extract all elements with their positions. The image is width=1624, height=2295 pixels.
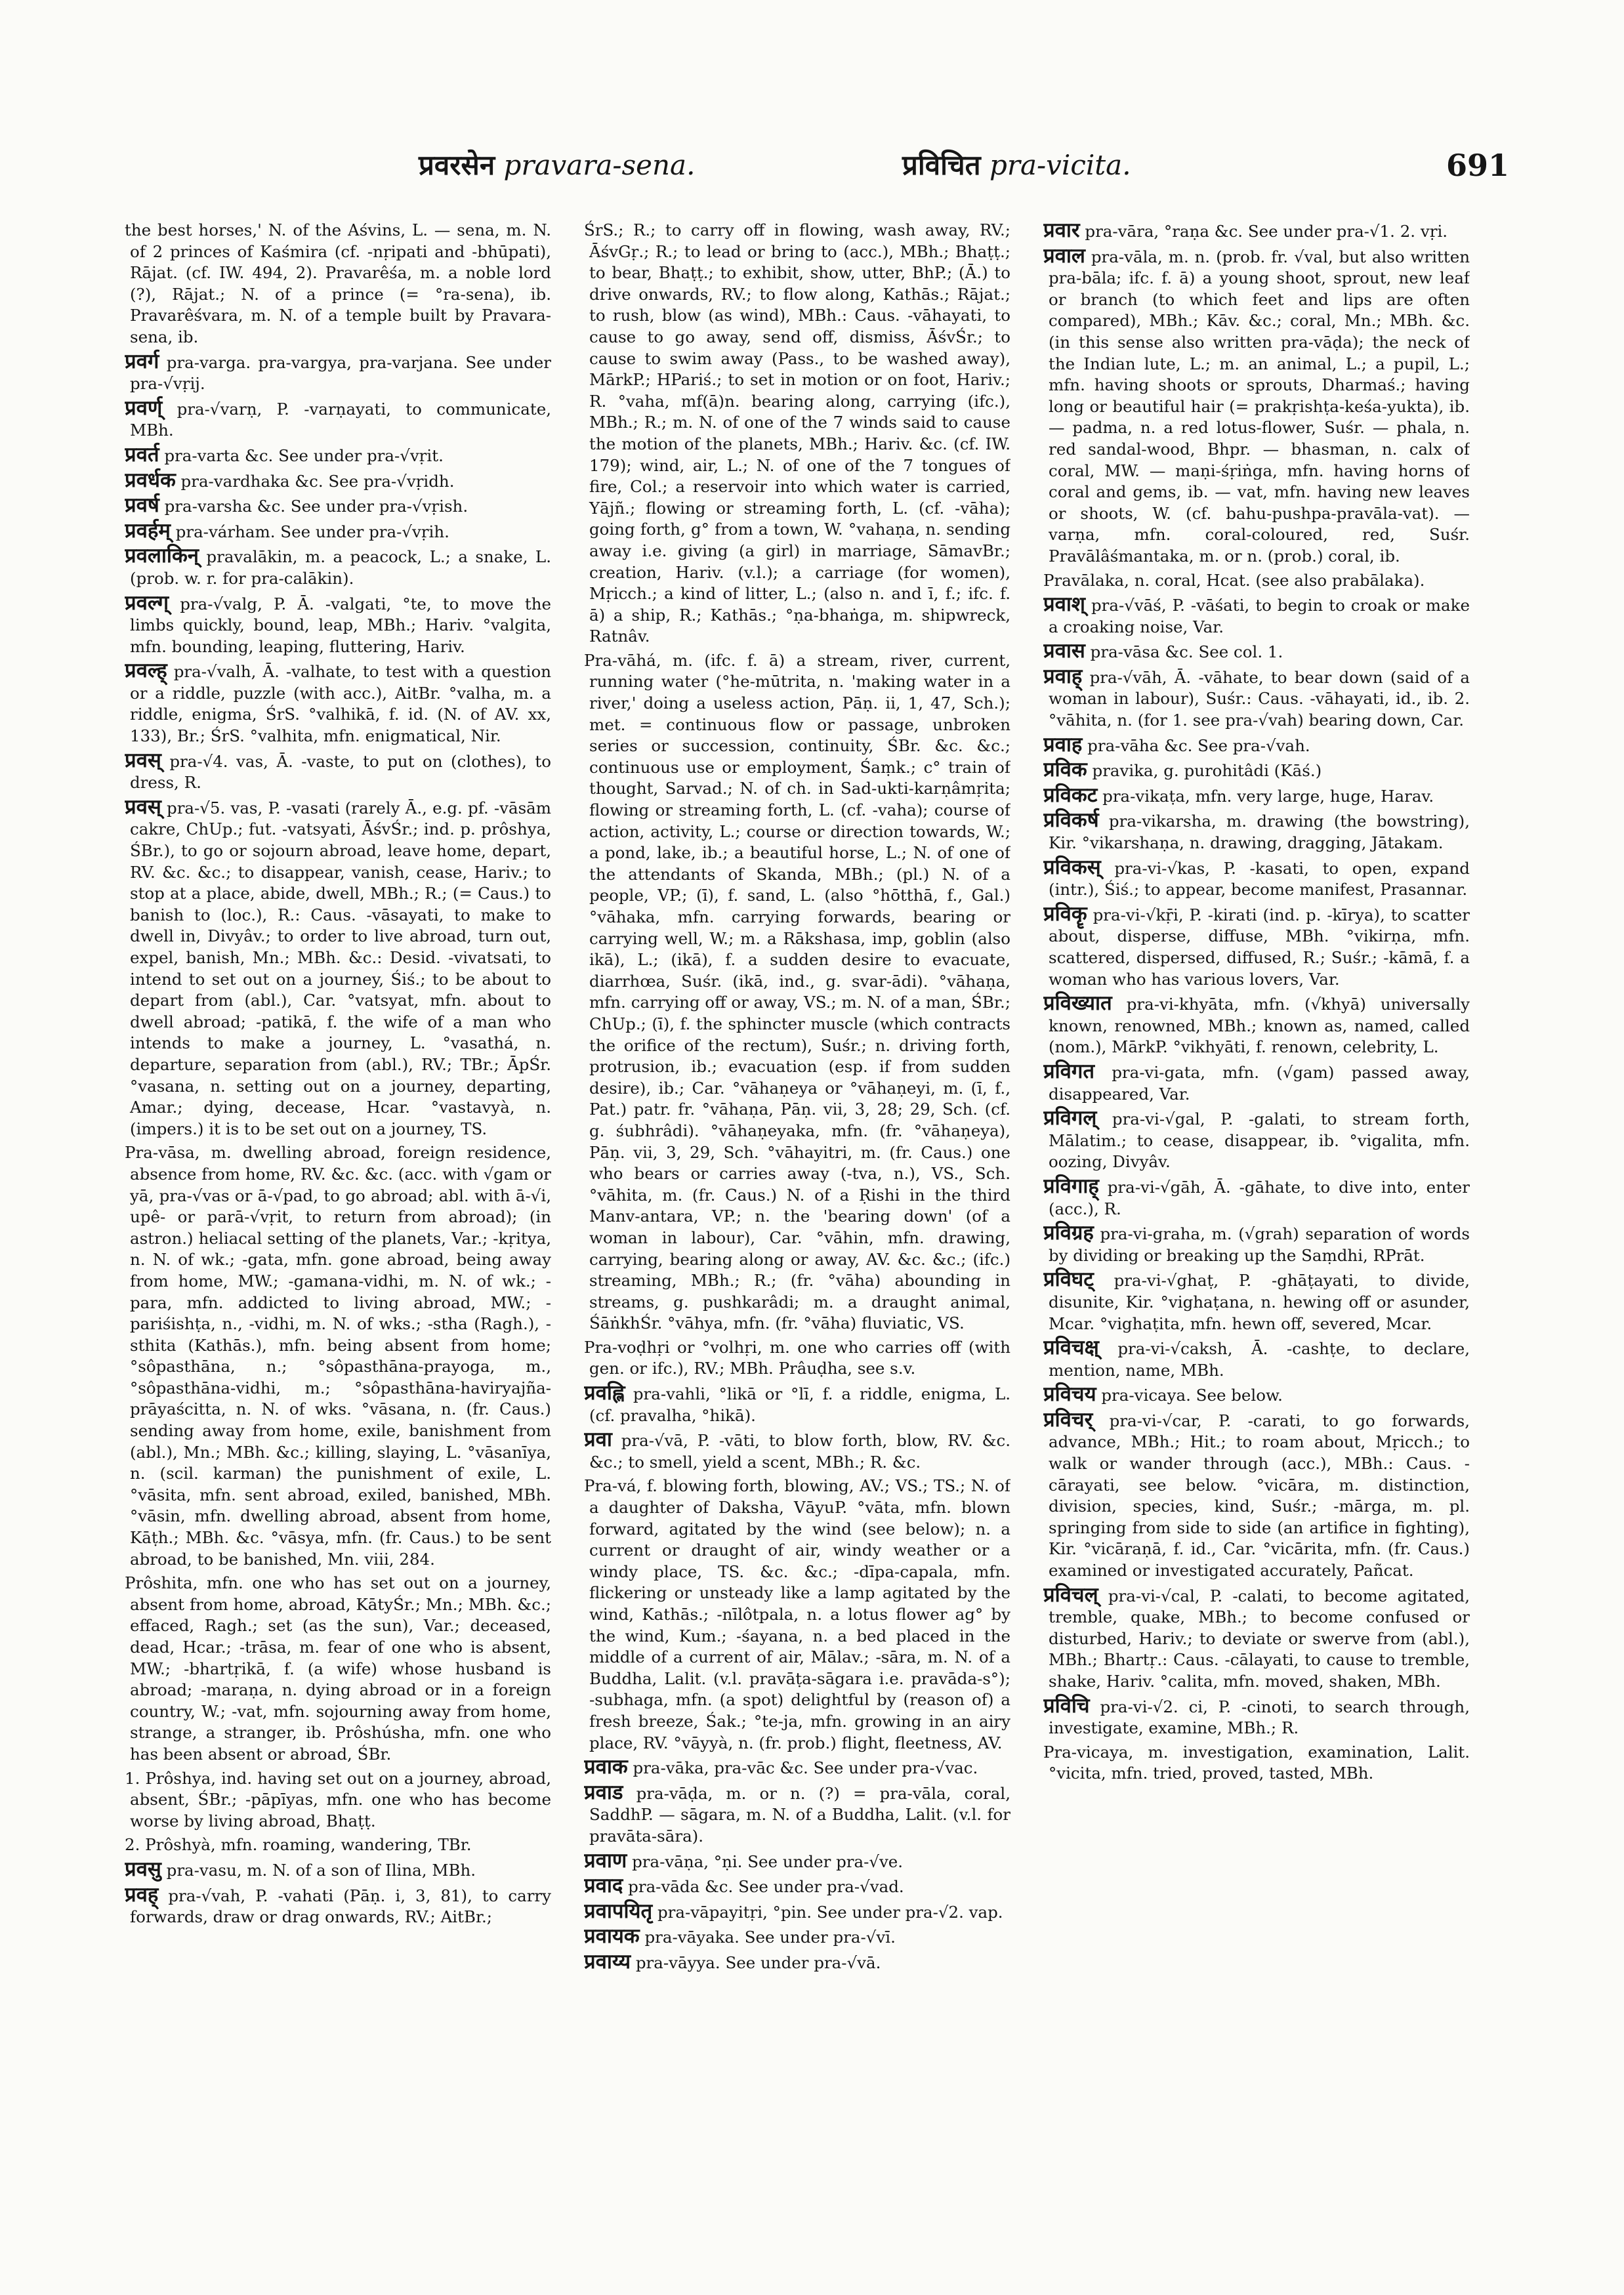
entry-headword: प्रविग्रह (1043, 1221, 1094, 1245)
dictionary-entry (1043, 1409, 1470, 1582)
entry-headword: प्रविकॄ (1043, 901, 1087, 926)
entry-headword: प्रविख्यात (1043, 991, 1112, 1016)
entry-text: pra-vicaya. See below. (1101, 1386, 1283, 1405)
entry-text: pra-vāha &c. See pra-√vah. (1087, 735, 1310, 755)
page-number: 691 (1446, 148, 1509, 183)
entry-text: pra-√vah, P. -vahati (Pāṇ. i, 3, 81), to carry forwards, draw or drag onwards, RV.; AitBr.; (130, 1886, 551, 1927)
entry-text: pra-√vāś, P. -vāśati, to begin to croak or make a croaking noise, Var. (1049, 596, 1470, 636)
header-right-devanagari: प्रविचित (902, 149, 981, 181)
entry-headword: प्रवाड (584, 1780, 623, 1804)
entry-text: pra-√valg, P. Ā. -valgati, °te, to move the limbs quickly, bound, leap, MBh.; Hariv. °valgita, mfn. bounding, leaping, fluttering, Hariv. (130, 594, 551, 656)
dictionary-entry (1043, 640, 1470, 663)
entry-text: pra-√varṇ, P. -varṇayati, to communicate, MBh. (130, 399, 551, 440)
column-right (1043, 220, 1470, 2214)
entry-headword: प्रवाह् (1043, 664, 1083, 688)
dictionary-entry (125, 1768, 551, 1832)
dictionary-entry (584, 1337, 1010, 1380)
entry-text: pra-vāka, pra-vāc &c. See under pra-√vac. (633, 1758, 978, 1778)
entry-text: pra-varta &c. See under pra-√vṛit. (164, 445, 444, 465)
dictionary-entry (584, 650, 1010, 1334)
entry-headword: प्रवाह (1043, 732, 1083, 756)
entry-text: pra-vāsa &c. See col. 1. (1090, 642, 1283, 662)
dictionary-entry (1043, 1742, 1470, 1785)
dictionary-entry (584, 1926, 1010, 1949)
entry-text: Pra-voḍhṛi or °volhṛi, m. one who carries off (with gen. or ifc.), RV.; MBh. Prâuḍha, see s.v. (584, 1337, 1010, 1378)
dictionary-entry (1043, 785, 1470, 808)
entry-headword: प्रवाश् (1043, 592, 1085, 617)
entry-text: pra-varga. pra-vargya, pra-varjana. See under pra-√vṛij. (130, 352, 551, 394)
entry-headword: प्रवापयितृ (584, 1899, 653, 1923)
entry-headword: प्रविगत (1043, 1059, 1095, 1083)
entry-text: pra-várham. See under pra-√vṛih. (175, 522, 449, 541)
entry-headword: प्रवार (1043, 220, 1080, 242)
entry-headword: प्रवायक (584, 1924, 640, 1949)
dictionary-entry (584, 1901, 1010, 1924)
entry-text: Pra-vicaya, m. investigation, examination, Lalit. °vicita, mfn. tried, proved, tasted, MBh. (1043, 1742, 1470, 1783)
entry-text: pra-vāḍa, m. or n. (?) = pra-vāla, coral, SaddhP. — sāgara, m. N. of a Buddha, Lalit. (v.l. for pravāta-sāra). (589, 1783, 1010, 1846)
entry-text: pra-vi-graha, m. (√grah) separation of words by dividing or breaking up the Saṃdhi, RPrāt. (1049, 1224, 1470, 1265)
dictionary-entry (125, 660, 551, 747)
dictionary-entry (1043, 993, 1470, 1058)
dictionary-entry (584, 1476, 1010, 1754)
entry-text: ŚrS.; R.; to carry off in flowing, wash away, RV.; ĀśvGṛ.; R.; to lead or bring to (acc.), MBh.; Bhaṭṭ.; to bear, Bhaṭṭ.; to exhibit, show, utter, BhP.; (Ā.) to drive onwards, RV.; to flow along, Kathās.; Rājat.; to rush, blow (as wind), MBh.: Caus. -vāhayati, to cause to go away, send off, dismiss, ĀśvŚr.; to cause to swim away (Pass., to be washed away), MārkP.; HPariś.; to set in motion or on foot, Hariv.; R. °vaha, mf(ā)n. bearing along, carrying (ifc.), MBh.; R.; m. N. of one of the 7 winds said to cause the motion of the planets, MBh.; Hariv. &c. (cf. IW. 179); wind, air, L.; N. of one of the 7 tongues of fire, Col.; a reservoir into which water is carried, Yājñ.; flowing or streaming forth, L. (cf. -vāha); going forth, g° from a town, W. °vahaṇa, n. sending away i.e. giving (a girl) in marriage, SāmavBr.; creation, Hariv. (v.l.); a carriage (for women), Mṛicch.; a kind of litter, L.; (also n. and ī, f.; ifc. f. ā) a ship, R.; Kathās.; °ṇa-bhaṅga, m. shipwreck, Ratnâv. (584, 220, 1010, 646)
entry-headword: प्रवास (1043, 639, 1085, 663)
entry-headword: प्रविचय (1043, 1382, 1096, 1407)
entry-headword: प्रवाण (584, 1848, 627, 1872)
entry-text: pra-vikarsha, m. drawing (the bowstring), Kir. °vikarshaṇa, n. drawing, dragging, Jātakam. (1049, 812, 1470, 853)
dictionary-entry (1043, 1222, 1470, 1266)
header-right-transliteration: pra-vicita. (989, 149, 1131, 181)
entry-text: pra-vi-√caksh, Ā. -cashṭe, to declare, mention, name, MBh. (1049, 1339, 1470, 1380)
entry-text: pra-vi-√gāh, Ā. -gāhate, to dive into, enter (acc.), R. (1049, 1177, 1470, 1218)
entry-headword: प्रविचि (1043, 1693, 1090, 1718)
dictionary-entry (1043, 1061, 1470, 1105)
entry-headword: प्रवस् (125, 748, 161, 772)
dictionary-entry (1043, 759, 1470, 782)
column-middle (584, 220, 1010, 2214)
entry-text: pra-vi-√ghaṭ, P. -ghāṭayati, to divide, disunite, Kir. °vighaṭana, n. hewing off or asunder, Mcar. °vighaṭita, mfn. hewn off, severed, Mcar. (1049, 1271, 1470, 1333)
entry-text: pra-√5. vas, P. -vasati (rarely Ā., e.g. pf. -vāsām cakre, ChUp.; fut. -vatsyati, ĀśvŚr.; ind. p. prôshya, ŚBr.), to go or sojourn abroad, leave home, depart, RV. &c. &c.; to disappear, vanish, cease, Hariv.; to stop at a place, abide, dwell, MBh.; R.; (= Caus.) to banish to (loc.), R.: Caus. -vāsayati, to make to dwell in, Divyâv.; to order to live abroad, turn out, expel, banish, Mn.; MBh. &c.: Desid. -vivatsati, to intend to set out on a journey, Śiś.; to be about to depart from (abl.), Car. °vatsyat, mfn. about to dwell abroad; -patikā, f. the wife of a man who intends to make a journey, L. °vasathá, n. departure, separation from (abl.), RV.; TBr.; ĀpŚr. °vasana, n. setting out on a journey, departing, Amar.; dying, decease, Hcar. °vastavyà, n. (impers.) it is to be set out on a journey, TS. (130, 798, 551, 1138)
dictionary-entry (1043, 1584, 1470, 1693)
entry-text: pra-vāla, m. n. (prob. fr. √val, but also written pra-bāla; ifc. f. ā) a young shoot, sprout, new leaf or branch (to which feet and lips are often compared), MBh.; Kāv. &c.; coral, Mn.; MBh. &c. (in this sense also written pra-vāḍa); the neck of the Indian lute, L.; m. an animal, L.; a pupil, L.; mfn. having shoots or sprouts, Dharmaś.; having long or beautiful hair (= prakṛishṭa-keśa-yukta), ib. — padma, n. a red lotus-flower, Suśr. — phala, n. red sandal-wood, Bhpr. — bhasman, n. calx of coral, MW. — maṇi-śṛiṅga, mfn. having horns of coral and gems, ib. — vat, mfn. having new leaves or shoots, W. (cf. bahu-pushpa-pravāla-vat). — varṇa, mfn. coral-coloured, red, Suśr. Pravālâśmantaka, m. or n. (prob.) coral, ib. (1049, 247, 1470, 566)
dictionary-entry (125, 520, 551, 543)
entry-headword: प्रवर्ष (125, 493, 159, 518)
entry-headword: प्रवर्ग (125, 349, 159, 373)
entry-headword: प्रविगाह् (1043, 1174, 1099, 1198)
dictionary-entry (125, 1142, 551, 1570)
entry-text: pra-vardhaka &c. See pra-√vṛidh. (180, 471, 455, 491)
dictionary-entry (1043, 1107, 1470, 1173)
entry-headword: प्रविचल् (1043, 1582, 1098, 1607)
dictionary-entry (1043, 1337, 1470, 1381)
dictionary-entry (125, 1859, 551, 1882)
dictionary-entry (584, 1429, 1010, 1473)
entry-headword: प्रवर्त (125, 442, 159, 466)
dictionary-entry (125, 545, 551, 589)
dictionary-entry (125, 796, 551, 1140)
entry-headword: प्रवह् (125, 1882, 159, 1907)
entry-text: pra-vāyaka. See under pra-√vī. (644, 1928, 896, 1947)
entry-headword: प्रवर्ण् (125, 396, 163, 420)
header-right-headword (902, 146, 1131, 185)
entry-text: pra-vi-√car, P. -carati, to go forwards, advance, MBh.; Hit.; to roam about, Mṛicch.; to walk or wander through (acc.), MBh.: Caus. -cārayati, see below. °vicāra, m. distinction, division, species, kind, Suśr.; -mārga, m. pl. springing from side to side (an artifice in fighting), Kir. °vicāraṇā, f. id., Car. °vicārita, mfn. (fr. Caus.) examined or investigated accurately, Pañcat. (1049, 1411, 1470, 1581)
entry-text: 1. Prôshya, ind. having set out on a journey, abroad, absent, ŚBr.; -pāpīyas, mfn. one who has become worse by living abroad, Bhaṭṭ. (125, 1768, 551, 1830)
entry-text: the best horses,' N. of the Aśvins, L. — sena, m. N. of 2 princes of Kaśmira (cf. -nṛipati and -bhūpati), Rājat. (cf. IW. 494, 2). Pravarêśa, m. a noble lord (?), Rājat.; N. of a prince (= °ra-sena), ib. Pravarêśvara, m. N. of a temple built by Pravara-sena, ib. (125, 220, 551, 346)
dictionary-entry (125, 351, 551, 395)
dictionary-entry (1043, 594, 1470, 638)
header-left-devanagari: प्रवरसेन (419, 149, 495, 181)
entry-headword: प्रवाल (1043, 243, 1085, 268)
entry-text: pra-√vāh, Ā. -vāhate, to bear down (said of a woman in labour), Suśr.: Caus. -vāhayati, id., ib. 2. °vāhita, n. (for 1. see pra-√vah) bearing down, Car. (1049, 667, 1470, 730)
entry-headword: प्रविक (1043, 758, 1087, 782)
dictionary-entry (1043, 903, 1470, 990)
dictionary-entry (1043, 1695, 1470, 1739)
dictionary-entry (125, 444, 551, 467)
dictionary-entry (125, 470, 551, 493)
dictionary-entry (584, 1875, 1010, 1898)
dictionary-entry (125, 750, 551, 794)
entry-text: pra-vi-khyāta, mfn. (√khyā) universally known, renowned, MBh.; known as, named, called (nom.), MārkP. °vikhyāti, f. renown, celebrity, L. (1049, 995, 1470, 1057)
dictionary-entry (1043, 245, 1470, 568)
entry-headword: प्रविचर् (1043, 1407, 1093, 1432)
entry-text: Pra-vá, f. blowing forth, blowing, AV.; VS.; TS.; N. of a daughter of Daksha, VāyuP. °vāta, mfn. blown forward, agitated by the wind (see below); n. a current or draught of air, windy weather or a windy place, TS. &c. &c.; -dīpa-capala, mfn. flickering or unsteady like a lamp agitated by the wind, Kathās.; -nīlôtpala, n. a lotus flower ag° by the wind, Kum.; -śayana, n. a bed placed in the middle of a current of air, Mālav.; -sāra, m. N. of a Buddha, Lalit. (v.l. pravāṭa-sāgara i.e. pravāda-s°); -subhaga, mfn. (a spot) delightful by (reason of) a fresh breeze, Śak.; °te-ja, mfn. growing in an airy place, RV. °vāyyà, n. (fr. prob.) flight, fleetness, AV. (584, 1476, 1010, 1752)
entry-text: pra-vi-√2. ci, P. -cinoti, to search through, investigate, examine, MBh.; R. (1049, 1697, 1470, 1738)
entry-text: pra-vahli, °likā or °lī, f. a riddle, enigma, L. (cf. pravalha, °hikā). (589, 1384, 1010, 1425)
entry-headword: प्रवाद (584, 1874, 623, 1898)
dictionary-entry (1043, 857, 1470, 901)
entry-headword: प्रविघट् (1043, 1268, 1094, 1292)
entry-text: pra-√vā, P. -vāti, to blow forth, blow, RV. &c. &c.; to smell, yield a scent, MBh.; R. &c. (589, 1431, 1010, 1472)
dictionary-entry (1043, 1176, 1470, 1220)
dictionary-entry (1043, 1384, 1470, 1407)
entry-text: Pravālaka, n. coral, Hcat. (see also prabālaka). (1043, 570, 1425, 590)
entry-headword: प्रविकस् (1043, 855, 1101, 879)
entry-headword: प्रविगल् (1043, 1106, 1097, 1130)
entry-text: pra-vāṇa, °ṇi. See under pra-√ve. (632, 1851, 904, 1871)
column-left (125, 220, 551, 2214)
entry-text: pra-vi-√kas, P. -kasati, to open, expand (intr.), Śiś.; to appear, become manifest, Prasannar. (1049, 858, 1470, 899)
entry-text: pravalākin, m. a peacock, L.; a snake, L. (prob. w. r. for pra-calākin). (130, 547, 551, 588)
entry-text: pravika, g. purohitâdi (Kāś.) (1092, 761, 1322, 781)
entry-headword: प्रवल्ह् (125, 659, 167, 683)
entry-headword: प्रवस् (125, 795, 161, 819)
entry-text: pra-vikaṭa, mfn. very large, huge, Harav. (1102, 786, 1434, 806)
dictionary-entry (584, 1850, 1010, 1873)
dictionary-entry (125, 592, 551, 658)
dictionary-entry (584, 220, 1010, 648)
entry-headword: प्रविकट (1043, 783, 1098, 807)
dictionary-entry (1043, 666, 1470, 732)
entry-text: Pra-vāhá, m. (ifc. f. ā) a stream, river, current, running water (°he-mūtrita, n. 'making water in a river,' doing a useless action, Pāṇ. ii, 1, 47, Sch.); met. = continuous flow or passage, unbroken series or succession, continuity, ŚBr. &c. &c.; continuous use or employment, Śaṃk.; c° train of thought, Sarvad.; N. of ch. in Sad-ukti-karṇâmṛita; flowing or streaming forth, L. (cf. -vaha); course of action, activity, L.; course or direction towards, W.; a pond, lake, ib.; a beautiful horse, L.; N. of one of the attendants of Skanda, MBh.; (pl.) N. of a people, VP.; (ī), f. sand, L. (also °hōtthā, f., Gal.) °vāhaka, mfn. carrying forwards, bearing or carrying well, W.; m. a Rākshasa, imp, goblin (also ikā), L.; (ikā), f. a sudden desire to evacuate, diarrhœa, Suśr. (ikā, ind., g. svar-ādi). °vāhaṇa, mfn. carrying off or away, VS.; m. N. of a man, ŚBr.; ChUp.; (ī), f. the sphincter muscle (which contracts the orifice of the rectum), Suśr.; n. driving forth, protrusion, ib.; evacuation (esp. if from sudden desire), ib.; Car. °vāhaṇeya or °vāhaṇeyi, m. (ī, f., Pat.) patr. fr. °vāhaṇa, Pāṇ. vii, 3, 28; 29, Sch. (cf. g. śubhrâdi). °vāhaṇeyaka, mfn. (fr. °vāhaṇeya), Pāṇ. vii, 3, 29, Sch. °vāhayitri, m. (fr. Caus.) one who bears or carries away (-tva, n.), VS., Sch. °vāhita, m. (fr. Caus.) N. of a Ṛishi in the third Manv-antara, VP.; n. the 'bearing down' (of a woman in labour), Car. °vāhin, mfn. drawing, carrying, bearing along or away, AV. &c. &c.; (ifc.) streaming, MBh.; R.; (fr. °vāha) abounding in streams, g. pushkarâdi; m. a draught animal, ŚāṅkhŚr. °vāhya, mfn. (fr. °vāha) fluviatic, VS. (584, 650, 1010, 1333)
entry-text: pra-vāpayitṛi, °pin. See under pra-√2. vap. (657, 1902, 1003, 1922)
entry-text: pra-vi-√gal, P. -galati, to stream forth, Mālatim.; to cease, disappear, ib. °vigalita, mfn. oozing, Divyâv. (1049, 1109, 1470, 1172)
entry-text: pra-√valh, Ā. -valhate, to test with a question or a riddle, puzzle (with acc.), AitBr. °valha, m. a riddle, enigma, ŚrS. °valhikā, f. id. (N. of AV. xx, 133), Br.; ŚrS. °valhita, mfn. enigmatical, Nir. (130, 662, 551, 746)
dictionary-entry (1043, 220, 1470, 243)
entry-text: pra-vi-gata, mfn. (√gam) passed away, disappeared, Var. (1049, 1062, 1470, 1104)
entry-headword: प्रवर्हम् (125, 518, 171, 543)
dictionary-entry (584, 1382, 1010, 1426)
dictionary-entry (1043, 734, 1470, 757)
entry-headword: प्रवह्लि (584, 1381, 625, 1405)
header-left-headword (419, 146, 695, 185)
running-header (125, 146, 1509, 192)
dictionary-entry (125, 1834, 551, 1856)
entry-text: pra-vāra, °raṇa &c. See under pra-√1. 2. vṛi. (1085, 222, 1448, 241)
dictionary-entry (125, 1884, 551, 1928)
entry-text: pra-vasu, m. N. of a son of Ilina, MBh. (166, 1860, 476, 1880)
entry-text: pra-varsha &c. See under pra-√vṛish. (164, 497, 468, 516)
dictionary-entry (584, 1951, 1010, 1974)
entry-text: pra-√4. vas, Ā. -vaste, to put on (clothes), to dress, R. (130, 751, 551, 793)
entry-headword: प्रवाय्य (584, 1949, 631, 1974)
dictionary-entry (584, 1782, 1010, 1848)
entry-text: Pra-vāsa, m. dwelling abroad, foreign residence, absence from home, RV. &c. &c. (acc. with √gam or yā, pra-√vas or ā-√pad, to go abroad; abl. with ā-√i, upê- or parā-√vṛit, to return from abroad); (in astron.) heliacal setting of the planets, Var.; -kṛitya, n. N. of wk.; -gata, mfn. gone abroad, being away from home, MW.; -gamana-vidhi, m. N. of wk.; -para, mfn. addicted to living abroad, MW.; -pariśishṭa, n., -vidhi, m. N. of wks.; -stha (Ragh.), -sthita (Kathās.), mfn. being absent from home; °sôpasthāna, n.; °sôpasthāna-prayoga, m., °sôpasthāna-vidhi, m.; °sôpasthāna-haviryajña-prāyaścitta, n. N. of wks. °vāsana, n. (fr. Caus.) sending away from home, exile, banishment from (abl.), Mn.; MBh. &c.; killing, slaying, L. °vāsanīya, n. (scil. karman) the punishment of exile, L. °vāsita, mfn. sent abroad, exiled, banished, MBh. °vāsin, mfn. dwelling abroad, absent from home, Kāṭh.; MBh. &c. °vāsya, mfn. (fr. Caus.) to be sent abroad, to be banished, Mn. viii, 284. (125, 1143, 551, 1569)
entry-headword: प्रवल्ग् (125, 590, 169, 615)
entry-text: 2. Prôshyà, mfn. roaming, wandering, TBr. (125, 1835, 472, 1855)
header-left-transliteration: pravara-sena. (503, 149, 696, 181)
entry-headword: प्रवाक (584, 1755, 628, 1779)
entry-headword: प्रवसु (125, 1857, 161, 1881)
entry-text: Prôshita, mfn. one who has set out on a journey, absent from home, abroad, KātyŚr.; Mn.; MBh. &c.; effaced, Ragh.; set (as the sun), Var.; deceased, dead, Hcar.; -trāsa, m. fear of one who is absent, MW.; -bhartṛikā, f. (a wife) whose husband is abroad; -maraṇa, n. dying abroad or in a foreign country, W.; -vat, mfn. sojourning away from home, strange, a stranger, ib. Prôshúsha, mfn. one who has been absent or abroad, ŚBr. (125, 1573, 551, 1764)
dictionary-entry (584, 1756, 1010, 1779)
entry-headword: प्रविकर्ष (1043, 808, 1099, 833)
entry-text: pra-vāda &c. See under pra-√vad. (628, 1877, 904, 1897)
dictionary-entry (125, 398, 551, 442)
entry-text: pra-vi-√kṝi, P. -kirati (ind. p. -kīrya), to scatter about, disperse, diffuse, MBh. °vikirṇa, mfn. scattered, dispersed, diffused, R.; Suśr.; -kāmā, f. a woman who has various lovers, Var. (1049, 905, 1470, 989)
entry-headword: प्रविचक्ष् (1043, 1336, 1099, 1360)
dictionary-entry (1043, 1269, 1470, 1334)
entry-headword: प्रवर्धक (125, 468, 176, 492)
entry-headword: प्रवा (584, 1428, 612, 1452)
dictionary-entry (125, 1573, 551, 1765)
entry-headword: प्रवलाकिन् (125, 544, 199, 568)
dictionary-entry (125, 220, 551, 348)
entry-text: pra-vi-√cal, P. -calati, to become agitated, tremble, quake, MBh.; to become confused or disturbed, Hariv.; to deviate or swerve from (abl.), MBh.; Bhartṛ.: Caus. -cālayati, to cause to tremble, shake, Hariv. °calita, mfn. moved, shaken, MBh. (1049, 1586, 1470, 1691)
entry-text: pra-vāyya. See under pra-√vā. (635, 1953, 881, 1972)
dictionary-entry (1043, 570, 1470, 592)
dictionary-entry (125, 495, 551, 518)
dictionary-entry (1043, 810, 1470, 854)
